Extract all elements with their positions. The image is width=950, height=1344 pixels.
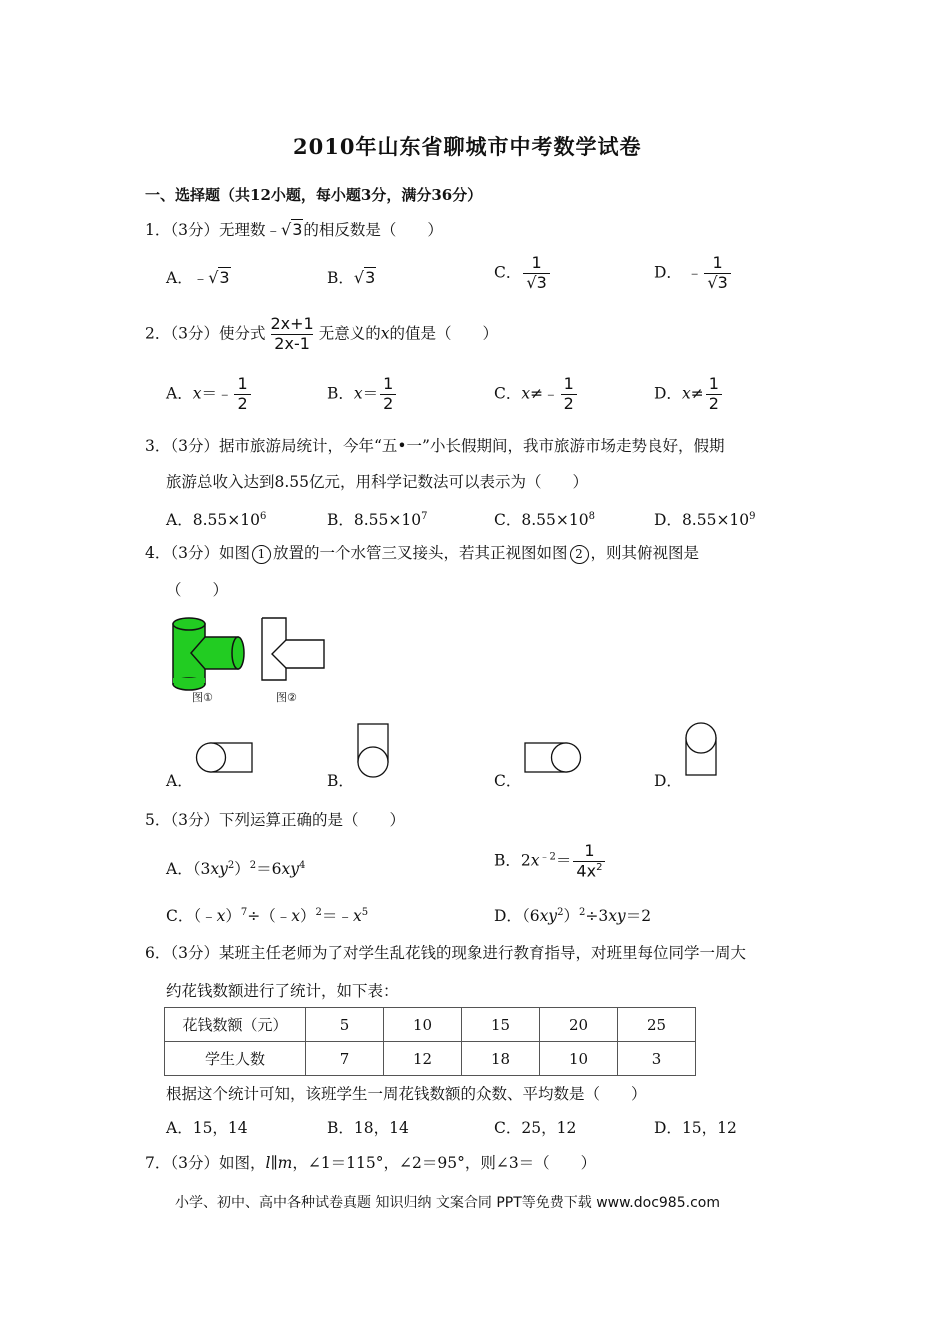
page-title: 2010年山东省聊城市中考数学试卷 — [293, 134, 642, 159]
table-cell: 10 — [540, 1042, 618, 1076]
q4-option-d[interactable]: D． — [654, 772, 682, 790]
question-6-line-3: 根据这个统计可知，该班学生一周花钱数额的众数、平均数是（ ） — [166, 1085, 647, 1103]
question-6-line-1: 6．（3分）某班主任老师为了对学生乱花钱的现象进行教育指导，对班里每位同学一周大 — [145, 944, 746, 962]
fraction: $\frac{2x+1}{2x-1}$ — [270, 314, 314, 353]
q6-option-d[interactable]: D．15，12 — [654, 1119, 737, 1137]
table-cell: 20 — [540, 1008, 618, 1042]
option-c-view-icon — [522, 740, 584, 776]
table-row — [165, 1042, 696, 1076]
q2-option-d[interactable]: D．x≠ $\frac{1}{2}$ — [654, 376, 724, 413]
q2-option-c[interactable]: C．x≠﹣ $\frac{1}{2}$ — [494, 376, 579, 413]
q6-option-b[interactable]: B．18，14 — [327, 1119, 409, 1137]
page-footer: 小学、初中、高中各种试卷真题 知识归纳 文案合同 PPT等免费下载 www.doc985.com — [175, 1195, 720, 1211]
figure-2-caption: 图② — [276, 691, 297, 704]
question-7-stem: 7．（3分）如图，l∥m，∠1＝115°，∠2＝95°，则∠3＝（ ） — [145, 1154, 597, 1172]
table-cell: 5 — [306, 1008, 384, 1042]
question-2-stem: 2．（3分）使分式 $\frac{2x+1}{2x-1}$ 无意义的x的值是（ ） — [145, 314, 498, 353]
q4-option-c[interactable]: C． — [494, 772, 522, 790]
table-cell: 3 — [618, 1042, 696, 1076]
option-d-view-icon — [682, 720, 720, 778]
question-6-line-2: 约花钱数额进行了统计，如下表： — [166, 982, 399, 1000]
question-3-line-2: 旅游总收入达到8.55亿元，用科学记数法可以表示为（ ） — [166, 473, 589, 491]
fraction: $\frac{1}{√3}$ — [704, 255, 730, 292]
q6-option-a[interactable]: A．15，14 — [166, 1119, 248, 1137]
table-cell: 学生人数 — [165, 1042, 306, 1076]
table-cell: 25 — [618, 1008, 696, 1042]
spending-table — [164, 1007, 696, 1076]
figure-1-caption: 图① — [192, 691, 213, 704]
q1-option-c[interactable]: C． $\frac{1}{√3}$ — [494, 255, 552, 292]
front-view-figure — [256, 614, 330, 686]
table-cell: 7 — [306, 1042, 384, 1076]
q1-option-d[interactable]: D． ﹣ $\frac{1}{√3}$ — [654, 255, 733, 292]
sqrt-expression: √3 — [280, 220, 303, 239]
table-cell: 15 — [462, 1008, 540, 1042]
option-a-view-icon — [194, 740, 256, 776]
q5-option-c[interactable]: C．$(﹣x)^7\div(﹣x)^2=﹣x^5$ — [166, 906, 369, 925]
q2-option-a[interactable]: A．x＝﹣ $\frac{1}{2}$ — [166, 376, 253, 413]
q4-option-b[interactable]: B． — [327, 772, 354, 790]
question-5-stem: 5．（3分）下列运算正确的是（ ） — [145, 811, 405, 829]
question-3-line-1: 3．（3分）据市旅游局统计，今年“五•一”小长假期间，我市旅游市场走势良好，假期 — [145, 437, 725, 455]
q3-option-a[interactable]: A．$8.55\times 10^6$ — [166, 510, 267, 529]
question-4-line-1: 4．（3分）如图 1 放置的一个水管三叉接头，若其正视图如图 2 ，则其俯视图是 — [145, 544, 700, 562]
table-cell: 12 — [384, 1042, 462, 1076]
question-4-line-2: （ ） — [166, 581, 229, 599]
q2-option-b[interactable]: B．x＝ $\frac{1}{2}$ — [327, 376, 398, 413]
fraction: $\frac{1}{√3}$ — [523, 255, 549, 292]
question-1-stem: 1．（3分）无理数﹣√3的相反数是（ ） — [145, 220, 443, 239]
table-cell: 10 — [384, 1008, 462, 1042]
table-cell: 18 — [462, 1042, 540, 1076]
q6-option-c[interactable]: C．25，12 — [494, 1119, 577, 1137]
q5-option-d[interactable]: D．$(6xy^2)^2\div 3xy=2$ — [494, 906, 652, 925]
table-row — [165, 1008, 696, 1042]
q5-option-b[interactable]: B．$2x^{﹣2}=$ $\frac{1}{4x^2}$ — [494, 843, 607, 880]
q3-option-b[interactable]: B．$8.55\times 10^7$ — [327, 510, 428, 529]
q1-option-b[interactable]: B．√3 — [327, 268, 376, 287]
q3-option-c[interactable]: C．$8.55\times 10^8$ — [494, 510, 595, 529]
q3-option-d[interactable]: D．$8.55\times 10^9$ — [654, 510, 756, 529]
table-cell: 花钱数额（元） — [165, 1008, 306, 1042]
q1-option-a[interactable]: A．﹣√3 — [166, 268, 230, 287]
section-heading: 一、选择题（共12小题，每小题3分，满分36分） — [145, 186, 483, 204]
q4-option-a[interactable]: A． — [166, 772, 193, 790]
q5-option-a[interactable]: A．$(3xy^2)^2=6xy^4$ — [166, 859, 306, 878]
option-b-view-icon — [354, 722, 392, 780]
